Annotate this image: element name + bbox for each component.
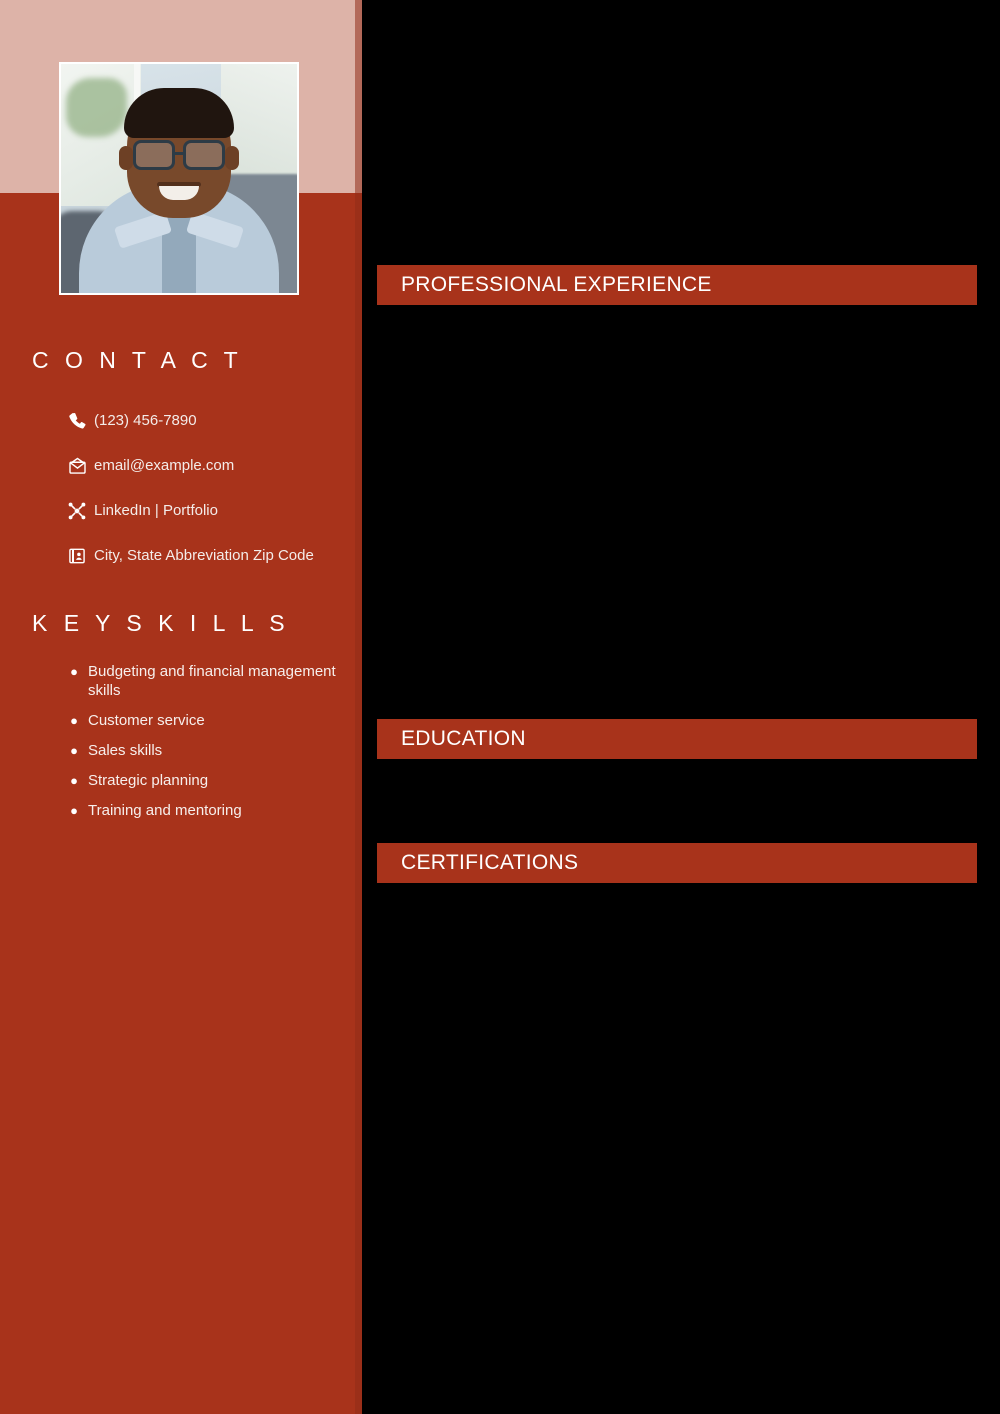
contact-item-links[interactable] [60, 488, 356, 533]
contact-address-value: City, State Abbreviation Zip Code [94, 547, 314, 564]
list-item [60, 711, 350, 730]
sidebar-edge-stripe [355, 0, 362, 1414]
skill-label: Strategic planning [88, 772, 209, 789]
photo-glasses-right [183, 140, 225, 170]
phone-icon [60, 411, 94, 431]
section-title: EDUCATION [401, 727, 526, 750]
list-item [60, 662, 350, 700]
bullet-icon: ● [70, 664, 78, 679]
key-skills-list [60, 662, 350, 831]
address-card-icon [60, 546, 94, 566]
skill-label: Sales skills [88, 742, 163, 759]
section-title: PROFESSIONAL EXPERIENCE [401, 273, 712, 296]
photo-ear-right [225, 146, 239, 170]
section-header-education [377, 719, 977, 759]
bullet-icon: ● [70, 773, 78, 788]
contact-item-email[interactable] [60, 443, 356, 488]
skill-label: Budgeting and financial management skills [88, 663, 336, 699]
contact-heading: C O N T A C T [32, 347, 243, 373]
contact-phone-value: (123) 456-7890 [94, 412, 197, 429]
contact-item-phone[interactable] [60, 398, 356, 443]
bullet-icon: ● [70, 713, 78, 728]
contact-list [60, 398, 356, 578]
main-column [362, 0, 1000, 1414]
photo-foliage [66, 78, 127, 138]
photo-ear-left [119, 146, 133, 170]
bullet-icon: ● [70, 743, 78, 758]
skill-label: Customer service [88, 712, 205, 729]
key-skills-heading: K E Y S K I L L S [32, 610, 290, 636]
photo-glasses-left [133, 140, 175, 170]
profile-photo [61, 64, 297, 293]
photo-glasses-bridge [174, 152, 184, 155]
list-item [60, 741, 350, 760]
contact-item-address[interactable] [60, 533, 356, 578]
avatar [59, 62, 299, 295]
sidebar [0, 0, 362, 1414]
list-item [60, 801, 350, 820]
photo-hair [124, 88, 234, 138]
section-title: CERTIFICATIONS [401, 851, 579, 874]
network-share-icon [60, 500, 94, 522]
list-item [60, 771, 350, 790]
contact-links-value: LinkedIn | Portfolio [94, 502, 218, 519]
envelope-icon [60, 456, 94, 476]
section-header-professional-experience [377, 265, 977, 305]
bullet-icon: ● [70, 803, 78, 818]
section-header-certifications [377, 843, 977, 883]
contact-email-value: email@example.com [94, 457, 235, 474]
skill-label: Training and mentoring [88, 802, 242, 819]
